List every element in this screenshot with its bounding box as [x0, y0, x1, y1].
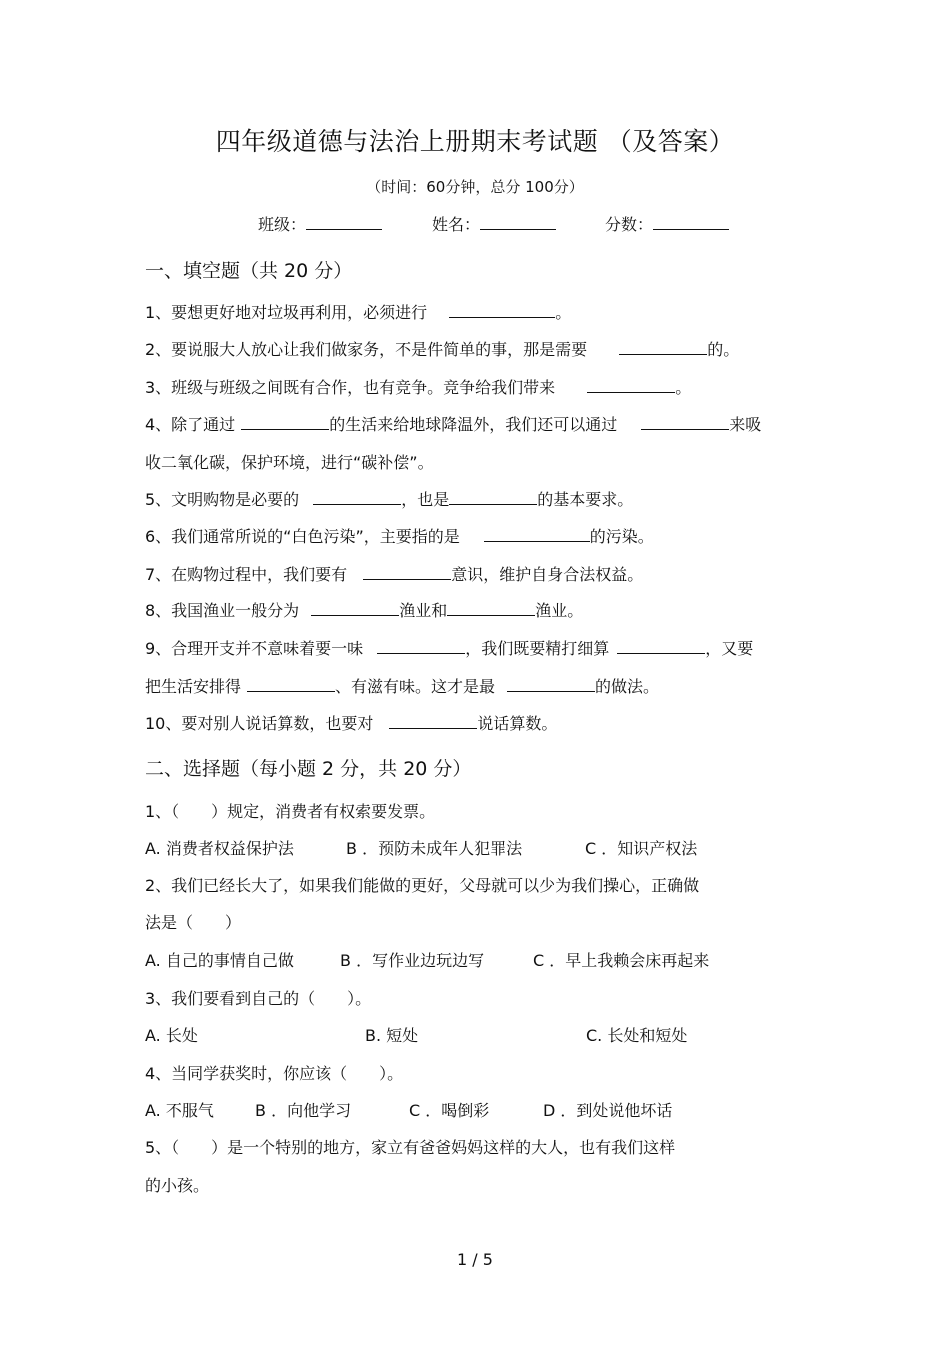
score-label: 分数： [605, 215, 654, 234]
answer-blank [247, 677, 335, 692]
section-heading-fill-blank: 一、填空题（共 20 分） [145, 260, 353, 282]
answer-blank [619, 340, 707, 355]
answer-blank [313, 490, 401, 505]
option-c: C ．知识产权法 [585, 839, 698, 858]
option-a: A. 长处 [145, 1026, 198, 1045]
name-label: 姓名： [432, 215, 481, 234]
answer-blank [484, 527, 590, 542]
question-2-2-cont: 法是（ ） [145, 913, 242, 932]
question-2-2: 2、我们已经长大了，如果我们能做的更好，父母就可以少为我们操心，正确做 [145, 876, 700, 895]
answer-blank [449, 303, 555, 318]
page-title: 四年级道德与法治上册期末考试题 （及答案） [215, 127, 735, 156]
question-2-5-cont: 的小孩。 [145, 1176, 210, 1195]
page-number: 1 / 5 [457, 1250, 493, 1269]
answer-blank [311, 601, 399, 616]
question-1-7: 7、在购物过程中，我们要有 意识，维护自身合法权益。 [145, 565, 644, 584]
question-1-3: 3、班级与班级之间既有合作，也有竞争。竞争给我们带来 。 [145, 378, 692, 397]
question-2-1: 1、（ ）规定，消费者有权索要发票。 [145, 802, 436, 821]
answer-blank [641, 415, 729, 430]
option-c: C ．喝倒彩 [409, 1101, 490, 1120]
option-b: B ．写作业边玩边写 [340, 951, 485, 970]
option-b: B. 短处 [365, 1026, 419, 1045]
question-1-1: 1、要想更好地对垃圾再利用，必须进行 。 [145, 303, 572, 322]
option-c: C. 长处和短处 [586, 1026, 688, 1045]
question-1-2: 2、要说服大人放心让我们做家务，不是件简单的事，那是需要 的。 [145, 340, 740, 359]
option-b: B ．向他学习 [255, 1101, 352, 1120]
answer-blank [449, 490, 537, 505]
option-d: D ．到处说他坏话 [543, 1101, 673, 1120]
question-1-4-cont: 收二氧化碳，保护环境，进行“碳补偿”。 [145, 453, 434, 472]
answer-blank [377, 639, 465, 654]
question-1-8: 8、我国渔业一般分为 渔业和 渔业。 [145, 601, 584, 620]
question-1-5: 5、文明购物是必要的 ，也是 的基本要求。 [145, 490, 634, 509]
question-2-4: 4、当同学获奖时，你应该（ ）。 [145, 1064, 404, 1083]
name-field [432, 212, 556, 235]
option-a: A. 不服气 [145, 1101, 214, 1120]
exam-time-info: （时间：60分钟，总分 100分） [366, 178, 584, 196]
question-1-6: 6、我们通常所说的“白色污染”，主要指的是 的污染。 [145, 527, 654, 546]
question-1-9: 9、合理开支并不意味着要一味 ，我们既要精打细算 ，又要 [145, 639, 754, 658]
score-field [605, 212, 729, 235]
class-field [258, 212, 382, 235]
section-heading-multiple-choice: 二、选择题（每小题 2 分，共 20 分） [145, 758, 472, 780]
option-a: A. 自己的事情自己做 [145, 951, 294, 970]
question-2-5: 5、（ ）是一个特别的地方，家立有爸爸妈妈这样的大人，也有我们这样 [145, 1138, 676, 1157]
question-1-9-cont: 把生活安排得 、有滋有味。这才是最 的做法。 [145, 677, 660, 696]
answer-blank [241, 415, 329, 430]
option-b: B ．预防未成年人犯罪法 [346, 839, 523, 858]
question-1-10: 10、要对别人说话算数，也要对 说话算数。 [145, 714, 558, 733]
answer-blank [507, 677, 595, 692]
answer-blank [363, 565, 451, 580]
answer-blank [389, 714, 477, 729]
class-label: 班级： [258, 215, 307, 234]
answer-blank [617, 639, 705, 654]
answer-blank [587, 378, 675, 393]
answer-blank [447, 601, 535, 616]
score-blank [653, 215, 729, 230]
question-2-3: 3、我们要看到自己的（ ）。 [145, 989, 372, 1008]
option-c: C ．早上我赖会床再起来 [533, 951, 710, 970]
option-a: A. 消费者权益保护法 [145, 839, 294, 858]
class-blank [306, 215, 382, 230]
name-blank [480, 215, 556, 230]
question-1-4: 4、除了通过 的生活来给地球降温外，我们还可以通过 来吸 [145, 415, 762, 434]
